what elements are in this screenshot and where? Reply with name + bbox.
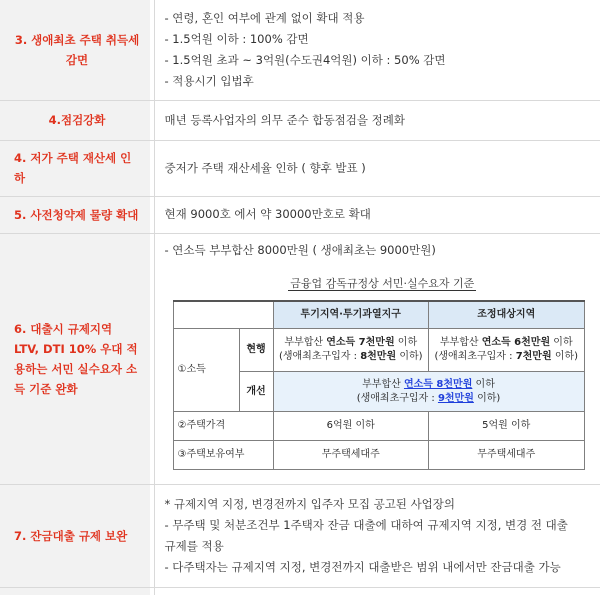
row-content: 매년 등록사업자의 의무 준수 합동점검을 정례화 — [154, 100, 600, 140]
inner-table-caption: 금융업 감독규정상 서민·실수요자 기준 — [290, 276, 475, 290]
row-content: 중저가 주택 재산세율 인하 ( 향후 발표 ) — [154, 140, 600, 196]
row-label: 5. 사전청약제 물량 확대 — [0, 196, 150, 233]
current-label: 현행 — [239, 329, 273, 372]
row-label: 3. 생애최초 주택 취득세 감면 — [0, 0, 150, 100]
table-row — [0, 140, 600, 196]
income-criteria-table — [173, 300, 585, 471]
row-label: 4.점검강화 — [0, 100, 150, 140]
ownership-speculation-cell: 무주택세대주 — [273, 441, 429, 470]
column-header-adjustment-zone: 조정대상지역 — [429, 301, 585, 329]
income-criteria-table-block — [165, 261, 593, 477]
table-row — [0, 0, 600, 100]
row-content: - 연령, 혼인 여부에 관계 없이 확대 적용 - 1.5억원 이하 : 100% 감면 - 1.5억원 초과 ~ 3억원(수도권4억원) 이하 : 50% 감면 - 적용시기 입법후 — [154, 0, 600, 100]
price-adjustment-cell: 5억원 이하 — [429, 412, 585, 441]
column-header-speculation-zone: 투기지역·투기과열지구 — [273, 301, 429, 329]
row-label: 6. 대출시 규제지역 LTV, DTI 10% 우대 적용하는 서민 실수요자 소득 기준 완화 — [0, 233, 150, 484]
table-row — [0, 233, 600, 484]
table-row — [0, 484, 600, 587]
price-speculation-cell: 6억원 이하 — [273, 412, 429, 441]
row-content: * 규제지역 지정, 변경전까지 입주자 모집 공고된 사업장의 - 무주택 및 처분조건부 1주택자 잔금 대출에 대하여 규제지역 지정, 변경 전 대출 규제를 적용 - 다주택자는 규제지역 지정, 변경전까지 대출받은 범위 내에서만 잔금대출 가능 — [154, 484, 600, 587]
improve-label: 개선 — [239, 372, 273, 412]
table-row — [0, 196, 600, 233]
current-speculation-cell: 부부합산 연소득 7천만원 이하 (생애최초구입자 : 8천만원 이하) — [273, 329, 429, 372]
current-adjustment-cell: 부부합산 연소득 6천만원 이하 (생애최초구입자 : 7천만원 이하) — [429, 329, 585, 372]
row-label: 7. 잔금대출 규제 보완 — [0, 484, 150, 587]
income-row-label: ①소득 — [173, 329, 239, 412]
row-label: 4. 저가 주택 재산세 인하 — [0, 140, 150, 196]
price-row-label: ②주택가격 — [173, 412, 273, 441]
ownership-row-label: ③주택보유여부 — [173, 441, 273, 470]
table-row — [0, 100, 600, 140]
row-content: - 연소득 부부합산 8000만원 ( 생애최초는 9000만원) 금융업 감독규정상 서민·실수요자 기준 투기지역·투기과열지구 조정대상지역 ①소득 현행 부부합산 연소득 7천만원 이하 (생애최초구입자 : 8천만원 이하) 부부합산 연소득 6천만원 이하 (생애최초구입자 : 7천만원 이하) 개선 부부합산 연소득 8천만원 이하 (생애최초구입자 : 9천만원 이하) ②주택가격 6억원 이하 5억원 이하 ③주택보유여부 무주택세대주 무주택세대주 — [154, 233, 600, 484]
row-content: 현재 9000호 에서 약 30000만호로 확대 — [154, 196, 600, 233]
ownership-adjustment-cell: 무주택세대주 — [429, 441, 585, 470]
improve-cell: 부부합산 연소득 8천만원 이하 (생애최초구입자 : 9천만원 이하) — [273, 372, 584, 412]
